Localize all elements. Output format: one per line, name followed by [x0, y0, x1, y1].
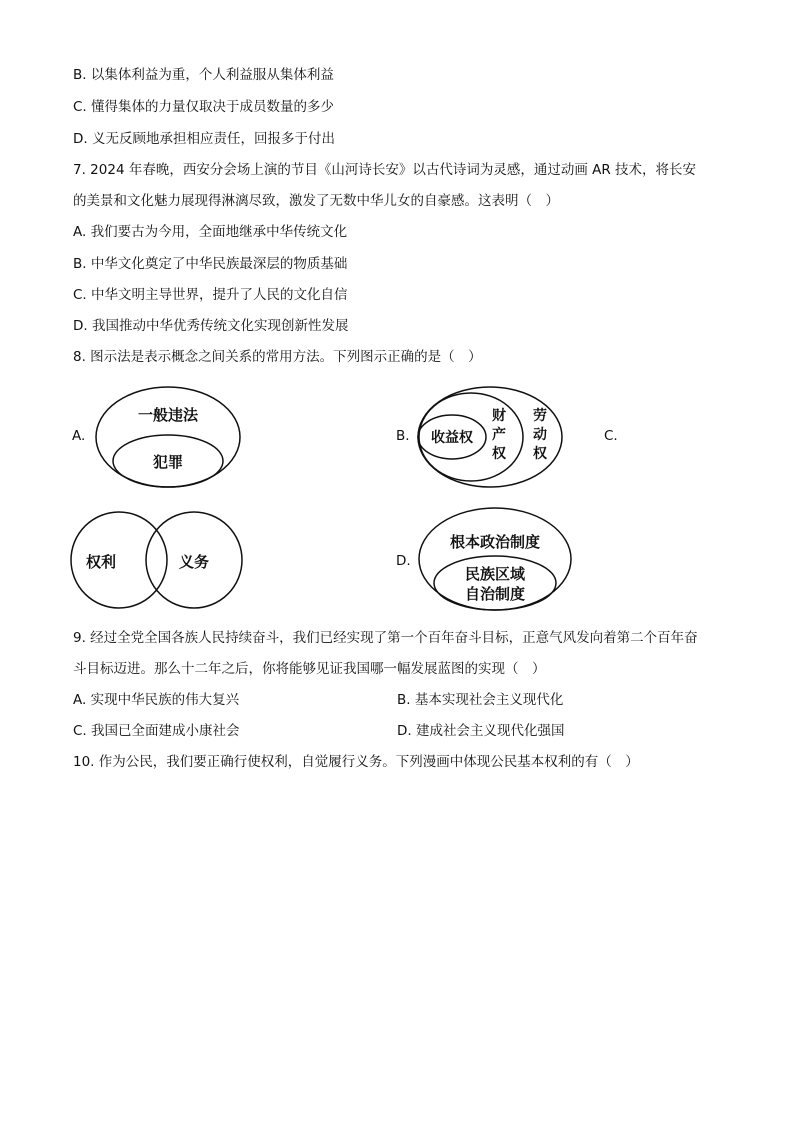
diagram-d-outer-label: 根本政治制度 — [449, 533, 541, 551]
q9-stem-line1: 9. 经过全党全国各族人民持续奋斗，我们已经实现了第一个百年奋斗目标，正意气风发向着第二个百年奋 — [73, 630, 698, 646]
diagram-b-outer-char-1: 劳 — [533, 408, 547, 424]
q8-diagram-c — [70, 508, 230, 612]
q8-diagram-a — [94, 385, 244, 491]
diagram-b-outer-char-3: 权 — [533, 446, 547, 462]
q9-option-a: A. 实现中华民族的伟大复兴 — [73, 692, 240, 708]
q7-option-b: B. 中华文化奠定了中华民族最深层的物质基础 — [73, 256, 348, 272]
q9-option-b: B. 基本实现社会主义现代化 — [397, 692, 564, 708]
q6-option-c: C. 懂得集体的力量仅取决于成员数量的多少 — [73, 99, 335, 115]
diagram-c-left-label: 权利 — [85, 553, 117, 571]
q7-option-d: D. 我国推动中华优秀传统文化实现创新性发展 — [73, 318, 349, 334]
diagram-a-outer-label: 一般违法 — [137, 406, 199, 424]
diagram-b-middle-char-2: 产 — [492, 427, 506, 443]
q8-label-b: B. — [396, 428, 410, 444]
q9-option-d: D. 建成社会主义现代化强国 — [397, 723, 565, 739]
diagram-b-middle-char-3: 权 — [492, 446, 506, 462]
q8-label-d: D. — [396, 553, 411, 569]
diagram-c-right-label: 义务 — [178, 553, 210, 571]
q7-option-a: A. 我们要古为今用，全面地继承中华传统文化 — [73, 224, 348, 240]
q9-stem-line2: 斗目标迈进。那么十二年之后，你将能够见证我国哪一幅发展蓝图的实现（ ） — [73, 661, 546, 677]
q8-diagram-d — [416, 506, 576, 614]
q6-option-d: D. 义无反顾地承担相应责任，回报多于付出 — [73, 131, 335, 147]
q10-stem: 10. 作为公民，我们要正确行使权利，自觉履行义务。下列漫画中体现公民基本权利的有（ ） — [73, 754, 639, 770]
diagram-d-inner-label-2: 自治制度 — [464, 585, 526, 603]
q8-diagram-b — [416, 385, 566, 491]
q6-option-b: B. 以集体利益为重，个人利益服从集体利益 — [73, 67, 334, 83]
diagram-b-middle-char-1: 财 — [492, 408, 506, 424]
q8-label-a: A. — [72, 428, 86, 444]
diagram-a-inner-label: 犯罪 — [152, 453, 184, 471]
diagram-d-inner-label-1: 民族区域 — [464, 565, 526, 583]
diagram-b-outer-char-2: 动 — [533, 427, 547, 443]
q8-stem: 8. 图示法是表示概念之间关系的常用方法。下列图示正确的是（ ） — [73, 349, 482, 365]
q8-label-c: C. — [604, 428, 618, 444]
q7-stem-line1: 7. 2024 年春晚，西安分会场上演的节目《山河诗长安》以古代诗词为灵感，通过动画 AR 技术，将长安 — [73, 162, 697, 178]
q7-stem-line2: 的美景和文化魅力展现得淋漓尽致，激发了无数中华儿女的自豪感。这表明（ ） — [73, 193, 559, 209]
q9-option-c: C. 我国已全面建成小康社会 — [73, 723, 240, 739]
diagram-b-inner-label: 收益权 — [431, 430, 473, 446]
q7-option-c: C. 中华文明主导世界，提升了人民的文化自信 — [73, 287, 348, 303]
